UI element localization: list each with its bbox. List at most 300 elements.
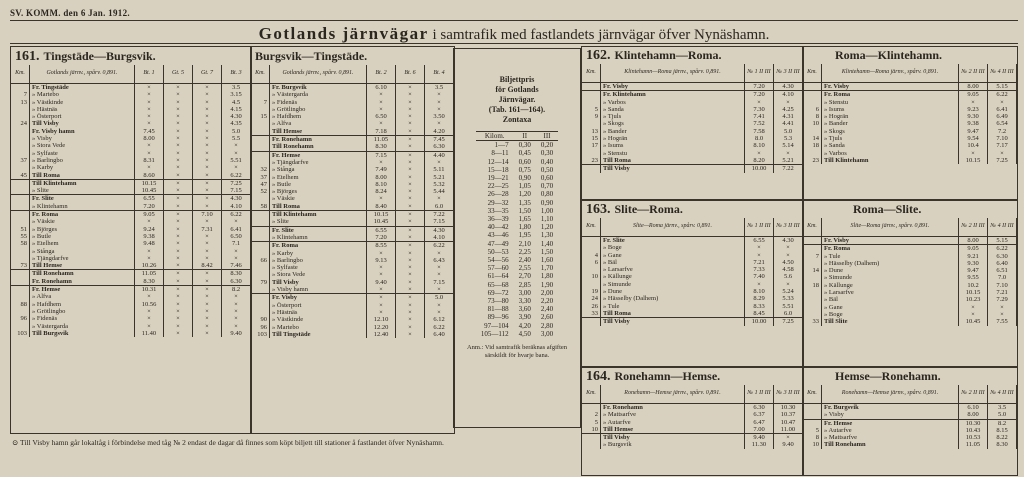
time-cell: × (367, 195, 396, 202)
table-row (582, 281, 803, 288)
fare-price: 1,10 (540, 215, 554, 224)
km-cell (251, 91, 270, 98)
fare-price: 2,20 (540, 297, 554, 306)
table-row (251, 226, 454, 234)
km-cell (11, 286, 30, 294)
time-cell: × (396, 226, 425, 234)
station-cell: » Bäl (601, 259, 745, 266)
fare-row (476, 182, 558, 190)
km-cell (11, 135, 30, 142)
km-cell (251, 128, 270, 136)
time-cell: × (367, 159, 396, 166)
fare-title-line: Biljettpris (499, 75, 535, 84)
time-cell: 10.45 (959, 318, 988, 325)
table-row (582, 252, 803, 259)
table-row (251, 218, 454, 226)
fare-price: 0,20 (540, 141, 554, 150)
time-cell: 7.20 (745, 91, 774, 99)
table-row (803, 411, 1017, 419)
station-cell: » Mattsarfve (822, 434, 959, 441)
km-cell: 23 (582, 157, 601, 165)
table-row (251, 250, 454, 257)
time-cell: × (193, 128, 222, 135)
time-cell: 4.10 (222, 203, 251, 211)
time-cell: × (959, 311, 988, 318)
station-cell: » Karby (30, 164, 135, 171)
station-cell: Fr. Visby (270, 294, 367, 302)
time-cell: 8.30 (988, 441, 1017, 448)
time-cell: × (396, 271, 425, 278)
time-cell: 5.14 (774, 142, 803, 149)
fare-price: 2,25 (518, 247, 531, 256)
km-cell (803, 411, 822, 419)
station-cell: » Tule (822, 253, 959, 260)
station-cell: » Västergarda (270, 91, 367, 98)
time-cell: 12.40 (367, 331, 396, 338)
km-cell: 18 (803, 142, 822, 149)
time-cell: 9.47 (959, 267, 988, 274)
time-cell: 4.31 (774, 113, 803, 120)
time-cell: × (222, 255, 251, 262)
time-cell: × (396, 136, 425, 144)
table-row (582, 434, 803, 442)
km-cell: 103 (11, 330, 30, 337)
time-cell: × (396, 195, 425, 202)
km-cell (251, 309, 270, 316)
station-cell: » Fidenäs (30, 315, 135, 322)
fare-row (476, 149, 558, 157)
station-cell: » Barlingbo (30, 157, 135, 164)
time-cell: × (193, 172, 222, 180)
station-cell: » Stora Vede (30, 142, 135, 149)
km-cell: 33 (582, 310, 601, 318)
station-cell: » Burgsvik (601, 441, 745, 448)
km-cell: 14 (803, 267, 822, 274)
table-161-number: 161. (15, 49, 40, 64)
time-cell: 9.40 (745, 434, 774, 442)
time-cell: 4.35 (222, 120, 251, 127)
time-cell: 5.44 (425, 188, 454, 195)
station-cell: Till Burgsvik (30, 330, 135, 337)
time-cell: 7.45 (425, 136, 454, 144)
table-row (803, 404, 1017, 412)
fare-distance: 47—49 (487, 239, 509, 248)
time-cell: × (396, 128, 425, 136)
time-cell: × (367, 302, 396, 309)
time-cell: × (745, 252, 774, 259)
km-cell (251, 143, 270, 151)
table-row (251, 113, 454, 120)
fare-price: 0,40 (540, 157, 554, 166)
time-cell: × (396, 218, 425, 226)
table-row (582, 142, 803, 149)
fare-col-header: II (514, 132, 536, 141)
table-row (803, 282, 1017, 289)
time-cell: × (745, 244, 774, 251)
km-cell: 4 (582, 252, 601, 259)
km-cell: 96 (251, 324, 270, 331)
time-cell: × (164, 270, 193, 278)
km-cell: 7 (251, 99, 270, 106)
table-row (803, 99, 1017, 106)
time-cell: 7.15 (425, 218, 454, 226)
time-cell: 5.0 (425, 294, 454, 302)
table-row (803, 142, 1017, 149)
time-cell: × (164, 142, 193, 149)
km-cell: 17 (582, 142, 601, 149)
table-row (251, 84, 454, 92)
fare-row (476, 297, 558, 305)
fare-price: 1,70 (540, 264, 554, 273)
fare-title-line: för Gotlands (495, 85, 539, 94)
km-cell (11, 128, 30, 135)
time-cell: 6.22 (988, 91, 1017, 99)
table-row (582, 135, 803, 142)
table-row (11, 211, 251, 219)
km-cell (11, 187, 30, 195)
time-cell: × (396, 151, 425, 159)
km-cell (803, 289, 822, 296)
table-row (11, 142, 251, 149)
table-162-title: Klintehamn—Roma. (614, 48, 722, 62)
table-row (803, 419, 1017, 427)
time-cell: 8.40 (367, 203, 396, 211)
time-cell: 5.15 (988, 83, 1017, 91)
time-cell: × (425, 309, 454, 316)
time-cell: 6.40 (988, 260, 1017, 267)
time-cell: × (164, 179, 193, 187)
station-cell: Fr. Hemse (270, 151, 367, 159)
km-cell (582, 441, 601, 448)
col-header: Ronehamn—Hemse järnv., spårv. 0,891. (601, 385, 745, 404)
time-cell: × (425, 195, 454, 202)
time-cell: × (164, 226, 193, 233)
time-cell: 6.51 (988, 267, 1017, 274)
station-cell: » Sylfaste (270, 264, 367, 271)
time-cell: 12.20 (367, 324, 396, 331)
time-cell: 7.29 (988, 296, 1017, 303)
time-cell: 8.10 (367, 181, 396, 188)
km-cell: 96 (11, 315, 30, 322)
table-row (11, 286, 251, 294)
fare-distance: 26—28 (487, 190, 509, 199)
time-cell: 9.38 (135, 233, 164, 240)
time-cell: × (425, 250, 454, 257)
station-cell: » Björges (270, 188, 367, 195)
time-cell: 6.37 (745, 411, 774, 418)
table-162 (581, 46, 804, 200)
fare-distance: 43—46 (487, 231, 509, 240)
fare-price: 3,00 (540, 329, 554, 338)
time-cell: 3.50 (425, 113, 454, 120)
station-cell: Till Roma (601, 310, 745, 318)
station-cell: » Hässelby (Dalhem) (601, 295, 745, 302)
station-cell: Till Visby (270, 279, 367, 286)
km-cell: 23 (803, 157, 822, 164)
time-cell: × (959, 150, 988, 157)
fare-distance: 12—14 (487, 157, 509, 166)
fare-title-line: (Tab. 161—164). (488, 105, 546, 114)
time-cell: × (164, 315, 193, 322)
col-header: № 3 II III (774, 385, 803, 404)
table-row (803, 113, 1017, 120)
time-cell: × (193, 150, 222, 157)
table-row (803, 304, 1017, 311)
km-cell (251, 84, 270, 92)
km-cell (803, 99, 822, 106)
time-cell: × (988, 304, 1017, 311)
table-row (251, 91, 454, 98)
fare-price: 2,85 (518, 280, 531, 289)
km-cell (251, 286, 270, 294)
time-cell: 9.30 (959, 113, 988, 120)
fare-distance: 36—39 (487, 215, 509, 224)
time-cell: 6.0 (425, 203, 454, 211)
time-cell: 7.41 (745, 113, 774, 120)
station-cell: » Gane (822, 304, 959, 311)
km-cell (803, 404, 822, 412)
fare-distance: 19—21 (487, 174, 509, 183)
station-cell: » Tjuls (601, 113, 745, 120)
time-cell: 4.15 (222, 106, 251, 113)
time-cell: 7.15 (425, 279, 454, 286)
time-cell: 8.33 (745, 303, 774, 310)
station-cell: Fr. Visby hamn (30, 128, 135, 135)
time-cell: 7.21 (745, 259, 774, 266)
fare-row (476, 264, 558, 272)
station-cell: » Bander (822, 120, 959, 127)
km-cell (11, 248, 30, 255)
time-cell: × (193, 286, 222, 294)
fare-price: 0,90 (540, 198, 554, 207)
km-cell (582, 237, 601, 245)
table-163-title: Slite—Roma. (614, 202, 683, 216)
time-cell: × (164, 211, 193, 219)
fare-price: 2,10 (518, 239, 531, 248)
km-cell (251, 302, 270, 309)
time-cell: × (193, 99, 222, 106)
time-cell: 6.54 (988, 120, 1017, 127)
table-row (803, 245, 1017, 253)
time-cell: 9.40 (222, 330, 251, 337)
time-cell: 9.24 (135, 226, 164, 233)
time-cell: × (774, 244, 803, 251)
station-cell: Fr. Roma (270, 242, 367, 250)
km-cell (11, 106, 30, 113)
station-cell: » Tjängdarfve (30, 255, 135, 262)
time-cell: 7.31 (193, 226, 222, 233)
table-row (803, 296, 1017, 303)
km-cell (251, 271, 270, 278)
time-cell: 7.25 (988, 157, 1017, 164)
table-row (803, 237, 1017, 245)
time-cell: 7.18 (367, 128, 396, 136)
time-cell: 7.00 (745, 426, 774, 434)
km-cell (11, 270, 30, 278)
time-cell: × (135, 164, 164, 171)
time-cell: × (425, 302, 454, 309)
table-row (803, 289, 1017, 296)
time-cell: × (193, 301, 222, 308)
time-cell: 10.15 (959, 157, 988, 164)
km-cell: 103 (251, 331, 270, 338)
table-row (582, 266, 803, 273)
table-row (582, 441, 803, 448)
km-cell (803, 83, 822, 91)
table-row (11, 233, 251, 240)
km-cell (11, 84, 30, 92)
time-cell: × (396, 203, 425, 211)
time-cell: 8.31 (135, 157, 164, 164)
time-cell: × (193, 330, 222, 337)
fare-row (476, 281, 558, 289)
table-162-grid (582, 64, 803, 173)
table-row (251, 159, 454, 166)
time-cell: 11.30 (745, 441, 774, 448)
fare-price: 1,40 (540, 239, 554, 248)
time-cell: × (193, 293, 222, 300)
km-cell (582, 120, 601, 127)
time-cell: × (222, 142, 251, 149)
col-header: Km. (582, 218, 601, 237)
col-header: Bt. 3 (222, 65, 251, 84)
table-164-title: Ronehamn—Hemse. (614, 369, 721, 383)
fare-price: 0,75 (518, 165, 531, 174)
station-cell: » Gane (601, 252, 745, 259)
station-cell: Till Tingstäde (270, 331, 367, 338)
time-cell: × (135, 120, 164, 127)
time-cell: 6.50 (222, 233, 251, 240)
station-cell: » Martebo (30, 91, 135, 98)
time-cell: 6.55 (367, 226, 396, 234)
table-row (582, 303, 803, 310)
km-cell: 10 (803, 120, 822, 127)
time-cell: 9.47 (959, 128, 988, 135)
time-cell: × (396, 106, 425, 113)
table-row (251, 234, 454, 242)
station-cell: Till Roma (30, 172, 135, 180)
time-cell: × (222, 218, 251, 225)
fare-distance: 97—104 (484, 321, 509, 330)
time-cell: × (193, 164, 222, 171)
time-cell: 9.23 (959, 106, 988, 113)
km-cell (11, 113, 30, 120)
time-cell: × (193, 255, 222, 262)
time-cell: 4.5 (222, 99, 251, 106)
station-cell: » Västkinde (270, 316, 367, 323)
time-cell: 5.21 (774, 157, 803, 165)
time-cell: 6.50 (367, 113, 396, 120)
time-cell: × (425, 91, 454, 98)
table-row (803, 253, 1017, 260)
time-cell: 6.30 (745, 404, 774, 412)
station-cell: Fr. Klintehamn (601, 91, 745, 99)
time-cell: 7.15 (367, 151, 396, 159)
fare-price: 2,70 (518, 272, 531, 281)
station-cell: Fr. Slite (30, 195, 135, 203)
page-header (10, 6, 1014, 20)
table-162-return (802, 46, 1018, 200)
station-cell: » Martebo (270, 324, 367, 331)
footnote: ⊙ Till Visby hamn går lokaltåg i förbindelse med tåg № 2 endast de dagar då finnes som köpt biljett till stationer å fastlandet öfver Nynäshamn. (12, 438, 444, 447)
table-row (803, 434, 1017, 441)
time-cell: × (135, 84, 164, 92)
fare-price: 1,00 (540, 206, 554, 215)
station-cell: » Autarfve (822, 427, 959, 434)
station-cell: » Hästnäs (30, 106, 135, 113)
fare-price: 1,90 (540, 280, 554, 289)
table-row (11, 99, 251, 106)
table-163-return (802, 200, 1018, 367)
time-cell: 5.33 (774, 295, 803, 302)
time-cell: 6.10 (959, 404, 988, 412)
station-cell: Fr. Burgsvik (270, 84, 367, 92)
station-cell: » Larsarfve (822, 289, 959, 296)
time-cell: 11.05 (367, 136, 396, 144)
table-row (803, 267, 1017, 274)
table-161-return-title: Burgsvik—Tingstäde. (255, 49, 368, 63)
km-cell: 10 (582, 273, 601, 280)
time-cell: 10.00 (745, 165, 774, 173)
table-161-title: Tingstäde—Burgsvik. (43, 49, 156, 63)
station-cell: » Visby hamn (270, 286, 367, 294)
table-164-return-title: Hemse—Ronehamn. (835, 369, 941, 383)
time-cell: × (774, 99, 803, 106)
fare-price: 1,65 (518, 215, 531, 224)
time-cell: × (988, 311, 1017, 318)
station-cell: » Barlingbo (270, 257, 367, 264)
table-row (251, 181, 454, 188)
time-cell: × (164, 128, 193, 135)
time-cell: 10.56 (135, 301, 164, 308)
km-cell (582, 281, 601, 288)
time-cell: × (164, 248, 193, 255)
km-cell (251, 136, 270, 144)
fare-distance: 29—32 (487, 198, 509, 207)
col-header: Km. (582, 64, 601, 83)
time-cell: 8.10 (745, 288, 774, 295)
km-cell: 66 (251, 257, 270, 264)
time-cell: 4.30 (222, 113, 251, 120)
table-row (251, 203, 454, 211)
km-cell: 79 (251, 279, 270, 286)
km-cell (582, 404, 601, 412)
station-cell: » Butle (270, 181, 367, 188)
station-cell: » Mattsarfve (601, 411, 745, 418)
fare-price: 0,60 (540, 174, 554, 183)
km-cell: 8 (803, 113, 822, 120)
station-cell: Fr. Visby (822, 83, 959, 91)
km-cell: 73 (11, 262, 30, 270)
table-row (803, 128, 1017, 135)
col-header: № 1 II III (745, 64, 774, 83)
time-cell: 10.31 (135, 286, 164, 294)
table-row (11, 301, 251, 308)
station-cell: Till Klintehamn (270, 211, 367, 219)
time-cell: × (164, 308, 193, 315)
station-cell: » Slite (270, 218, 367, 226)
fare-note: Anm.: Vid samtrafik beräknas afgiften särskildt för hvarje bana. (466, 344, 568, 360)
time-cell: 7.10 (988, 282, 1017, 289)
fare-table (453, 48, 581, 428)
time-cell: 8.0 (745, 135, 774, 142)
time-cell: 6.22 (222, 172, 251, 180)
fare-row (476, 141, 558, 150)
time-cell: × (367, 250, 396, 257)
table-row (582, 237, 803, 245)
km-cell: 6 (582, 259, 601, 266)
time-cell: 9.05 (135, 211, 164, 219)
